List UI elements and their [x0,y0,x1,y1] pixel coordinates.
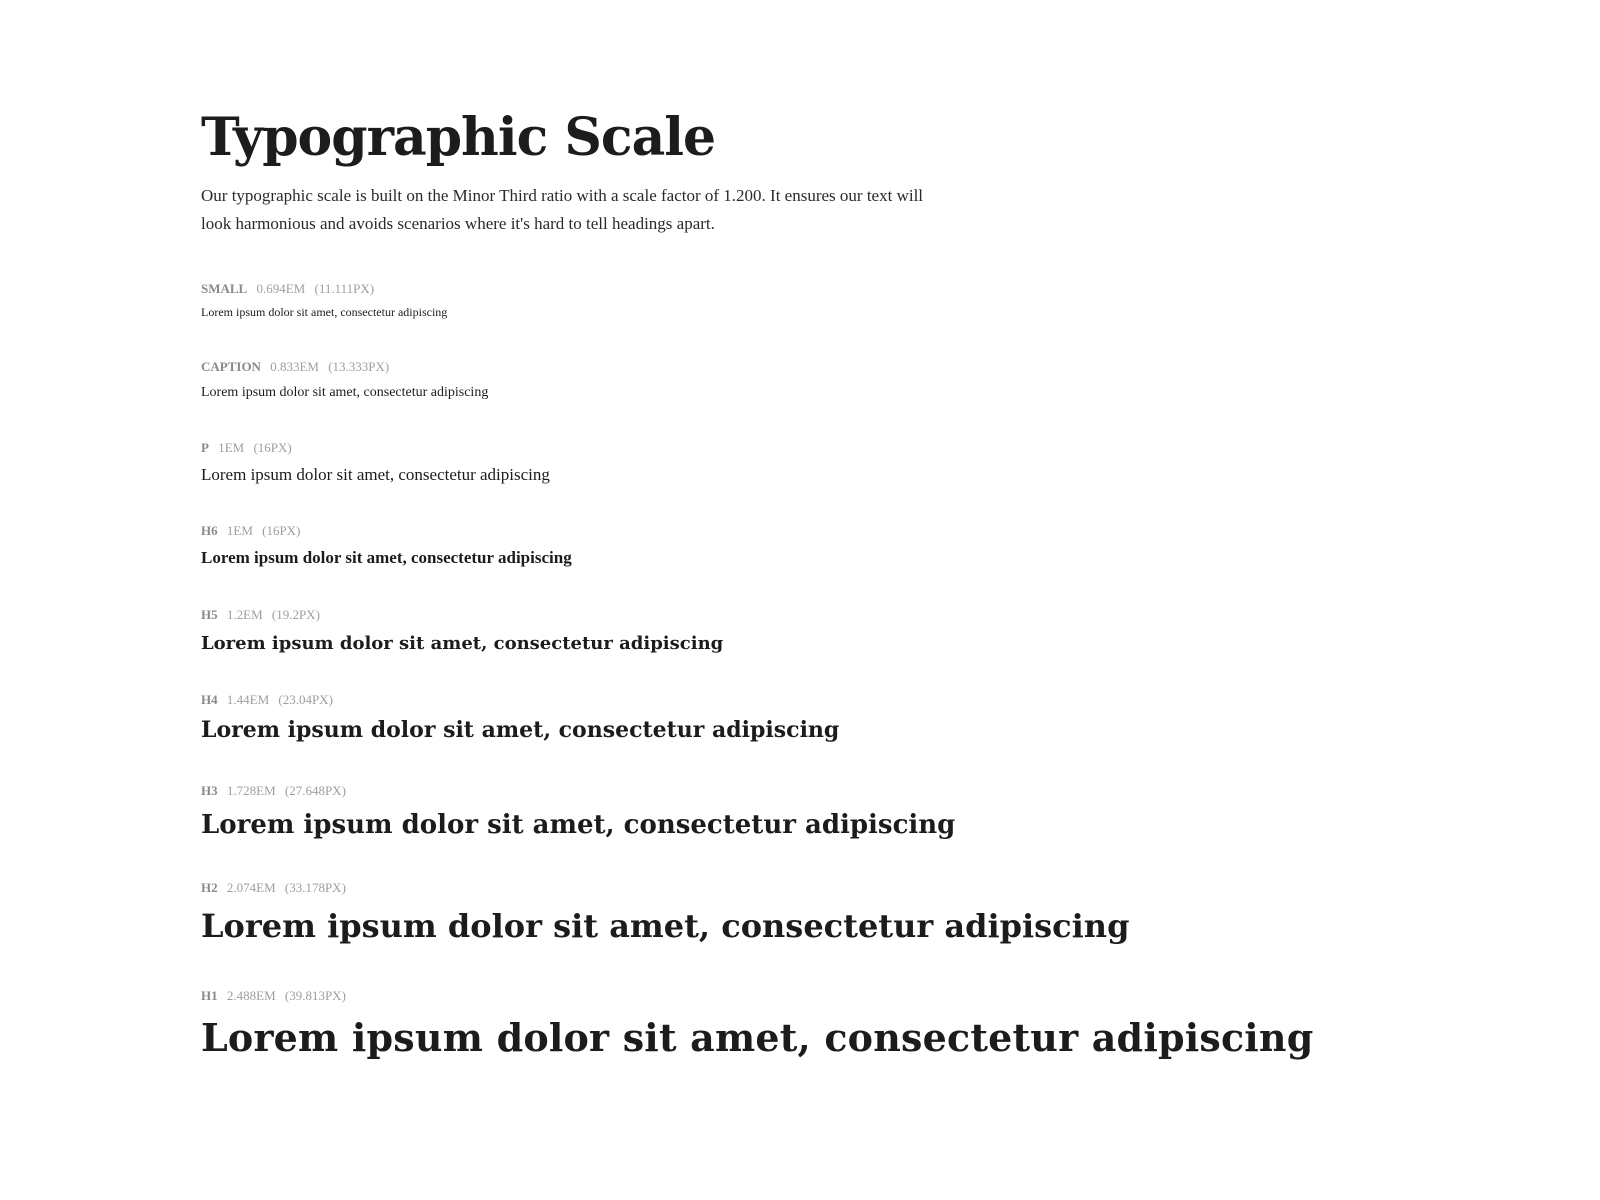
scale-px: (19.2PX) [271,607,320,622]
scale-row-h5 [201,607,1401,654]
scale-row-h6 [201,523,1401,568]
scale-row-p [201,440,1401,485]
scale-row-h1 [201,988,1401,1060]
scale-sample-text: Lorem ipsum dolor sit amet, consectetur adipiscing [201,305,448,319]
scale-meta [201,281,1401,297]
scale-list [201,281,1401,1060]
scale-em: 1EM [218,440,245,455]
scale-meta [201,607,1401,623]
scale-tag: H4 [201,692,218,707]
scale-px: (16PX) [253,440,292,455]
scale-tag: H6 [201,523,218,538]
scale-meta [201,523,1401,539]
scale-em: 1.44EM [226,692,270,707]
scale-meta [201,359,1401,375]
scale-em: 0.833EM [270,359,319,374]
page-title: Typographic Scale [201,107,716,168]
scale-tag: H5 [201,607,218,622]
scale-px: (13.333PX) [328,359,390,374]
scale-em: 1.2EM [226,607,263,622]
scale-sample-text: Lorem ipsum dolor sit amet, consectetur adipiscing [201,385,489,400]
typographic-scale-page [201,108,1401,1060]
scale-tag: H3 [201,783,218,798]
scale-row-h3 [201,783,1401,840]
scale-sample-text: Lorem ipsum dolor sit amet, consectetur adipiscing [201,717,840,743]
scale-meta [201,988,1401,1004]
scale-tag: P [201,440,209,455]
scale-sample-text: Lorem ipsum dolor sit amet, consectetur adipiscing [201,1015,1314,1060]
scale-meta [201,692,1401,708]
scale-px: (39.813PX) [284,988,346,1003]
scale-px: (11.111PX) [314,281,375,296]
scale-tag: CAPTION [201,359,261,374]
intro-paragraph: Our typographic scale is built on the Minor Third ratio with a scale factor of 1.200. It ensures our text will look harmonious and avoids scenarios where it's hard to tell headings apart. [201,186,924,233]
scale-row-h4 [201,692,1401,743]
scale-tag: SMALL [201,281,248,296]
scale-px: (23.04PX) [278,692,333,707]
scale-sample-text: Lorem ipsum dolor sit amet, consectetur adipiscing [201,633,724,654]
scale-row-small [201,281,1401,319]
scale-px: (27.648PX) [284,783,346,798]
scale-meta [201,880,1401,896]
scale-meta [201,440,1401,456]
scale-meta [201,783,1401,799]
scale-sample-text: Lorem ipsum dolor sit amet, consectetur adipiscing [201,465,550,484]
scale-em: 2.488EM [226,988,276,1003]
scale-row-caption [201,359,1401,401]
scale-sample-text: Lorem ipsum dolor sit amet, consectetur adipiscing [201,548,572,567]
scale-tag: H2 [201,880,218,895]
scale-px: (33.178PX) [284,880,346,895]
scale-sample-text: Lorem ipsum dolor sit amet, consectetur adipiscing [201,907,1130,944]
scale-em: 2.074EM [226,880,276,895]
scale-em: 0.694EM [256,281,306,296]
scale-em: 1EM [226,523,253,538]
scale-tag: H1 [201,988,218,1003]
scale-px: (16PX) [262,523,301,538]
scale-sample-text: Lorem ipsum dolor sit amet, consectetur adipiscing [201,810,956,840]
scale-row-h2 [201,880,1401,944]
scale-em: 1.728EM [226,783,276,798]
